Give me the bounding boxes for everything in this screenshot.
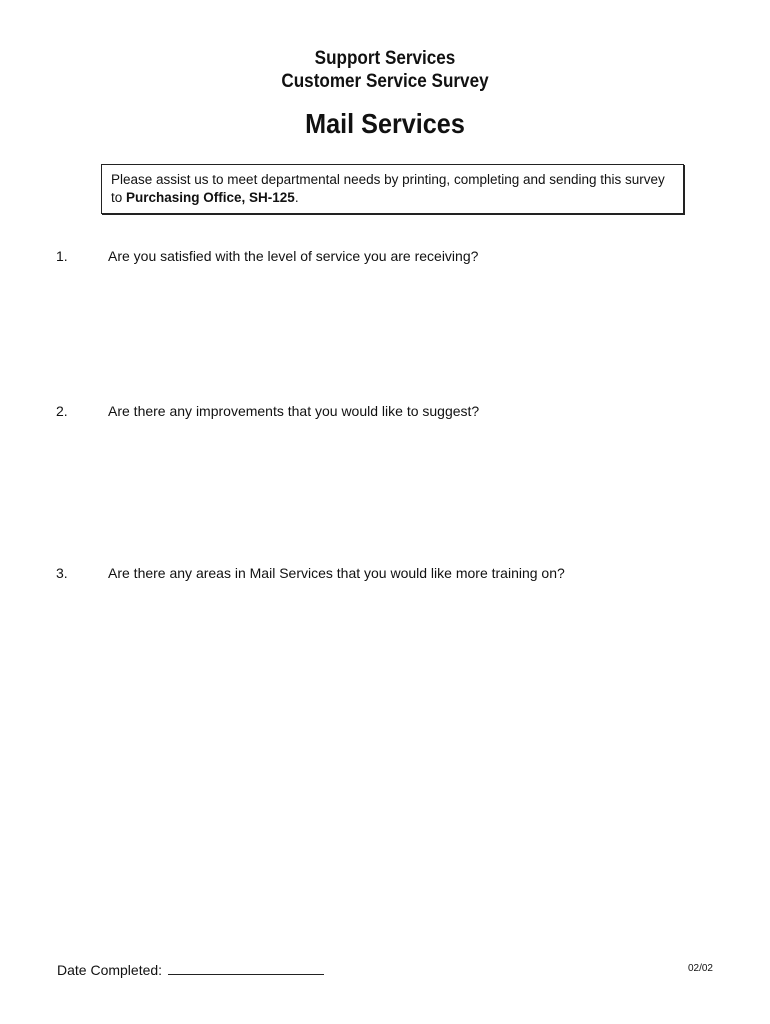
instructions-period: .	[294, 190, 299, 205]
instructions-office: Purchasing Office, SH-125	[126, 190, 295, 205]
question-text: Are there any improvements that you would like to suggest?	[108, 403, 480, 419]
question-number: 3.	[56, 565, 68, 581]
question-number: 1.	[56, 248, 68, 264]
form-title: Mail Services	[305, 108, 465, 139]
question-text: Are there any areas in Mail Services that you would like more training on?	[108, 565, 565, 581]
date-completed-field[interactable]	[168, 960, 324, 975]
question-text: Are you satisfied with the level of service you are receiving?	[108, 248, 479, 264]
heading-support-services: Support Services	[314, 48, 456, 69]
question-number: 2.	[56, 403, 68, 419]
instructions-text: Please assist us to meet departmental needs by printing, completing and sending this survey to	[111, 172, 665, 205]
heading-customer-service-survey: Customer Service Survey	[281, 71, 489, 92]
date-completed-label: Date Completed:	[57, 962, 163, 978]
revision-code: 02/02	[687, 963, 713, 974]
date-completed	[57, 960, 324, 979]
instructions-box	[101, 164, 684, 214]
